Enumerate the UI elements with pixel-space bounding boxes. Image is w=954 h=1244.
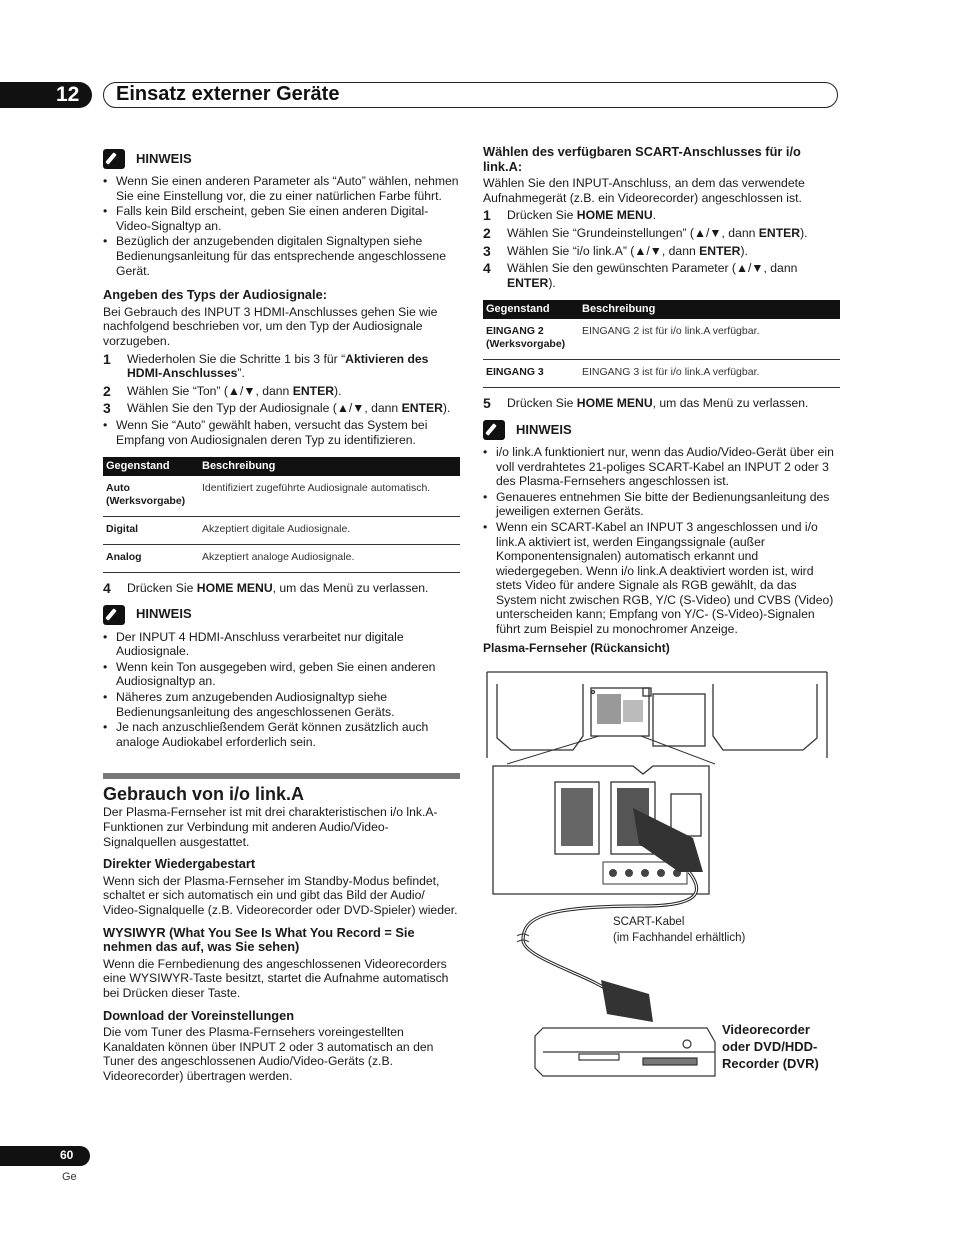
table-row: Auto (Werksvorgabe) Identifiziert zugeführte Audiosignale automatisch. bbox=[103, 476, 460, 517]
note-header bbox=[483, 419, 840, 441]
download-text: Die vom Tuner des Plasma-Fernsehers voreingestellten Kanaldaten können über INPUT 2 oder 3 automatisch an den Tuner des angeschlossenen Audio/Video-Geräts (z.B. Videorecorder) übertragen werden. bbox=[103, 1025, 434, 1083]
step-sub-list bbox=[103, 418, 460, 447]
chapter-title: Einsatz externer Geräte bbox=[116, 83, 340, 105]
table-row: EINGANG 2 (Werksvorgabe) EINGANG 2 ist für i/o link.A verfügbar. bbox=[483, 319, 840, 360]
step bbox=[483, 208, 840, 223]
table-header: Gegenstand bbox=[483, 300, 579, 319]
wysiwyr-heading: WYSIWYR (What You See Is What You Record = Sie nehmen das auf, was Sie sehen) bbox=[103, 924, 415, 955]
table-header: Gegenstand bbox=[103, 457, 199, 476]
list-item: • Wenn Sie “Auto” gewählt haben, versucht das System bei Empfang von Audiosignalen deren Typ zu identifizieren. bbox=[103, 418, 460, 447]
audio-type-table bbox=[103, 457, 460, 573]
note-title: HINWEIS bbox=[136, 606, 192, 622]
table-row: EINGANG 3 EINGANG 3 ist für i/o link.A verfügbar. bbox=[483, 360, 840, 388]
scart-plug-free bbox=[601, 980, 653, 1022]
section-divider bbox=[103, 773, 460, 779]
list-item: • Wenn kein Ton ausgegeben wird, geben Sie einen anderen Audiosignaltyp an. bbox=[103, 660, 460, 689]
step-text: Wählen Sie “Ton” (▲/▼, dann ENTER). bbox=[127, 383, 342, 398]
step-number: 3 bbox=[103, 400, 111, 417]
section-title: Gebrauch von i/o link.A bbox=[103, 784, 305, 805]
step bbox=[483, 226, 840, 241]
pencil-note-icon bbox=[483, 420, 505, 440]
step-text: Wählen Sie “i/o link.A” (▲/▼, dann ENTER). bbox=[507, 243, 748, 258]
step-text: Wählen Sie “Grundeinstellungen” (▲/▼, dann ENTER). bbox=[507, 225, 808, 240]
note-list bbox=[103, 174, 460, 278]
note-header bbox=[103, 604, 460, 626]
step-number: 1 bbox=[483, 207, 491, 224]
step bbox=[103, 384, 460, 399]
table-row: Analog Akzeptiert analoge Audiosignale. bbox=[103, 545, 460, 573]
left-column bbox=[103, 148, 460, 1084]
step-text: Wiederholen Sie die Schritte 1 bis 3 für “Aktivieren des HDMI-Anschlusses”. bbox=[127, 351, 429, 381]
step-number: 2 bbox=[483, 224, 491, 241]
language-code: Ge bbox=[62, 1171, 77, 1183]
step-text: Drücken Sie HOME MENU, um das Menü zu verlassen. bbox=[507, 396, 809, 411]
audio-intro: Bei Gebrauch des INPUT 3 HDMI-Anschlusses gehen Sie wie nachfolgend beschrieben vor, um den Typ der Audiosignale vorzugeben. bbox=[103, 304, 438, 348]
scart-heading: Wählen des verfügbaren SCART-Anschlusses für i/o link.A: bbox=[483, 144, 801, 174]
right-column bbox=[483, 145, 840, 638]
step-text: Wählen Sie den gewünschten Parameter (▲/▼, dann ENTER). bbox=[507, 261, 798, 290]
note-title: HINWEIS bbox=[136, 150, 192, 166]
audio-heading: Angeben des Typs der Audiosignale: bbox=[103, 287, 327, 303]
list-item: • Näheres zum anzugebenden Audiosignaltyp siehe Bedienungsanleitung des angeschlossenen Geräts. bbox=[103, 690, 460, 719]
step-number: 5 bbox=[483, 395, 491, 412]
table-header: Beschreibung bbox=[199, 457, 460, 476]
dvr-label-line: oder DVD/HDD- bbox=[722, 1039, 818, 1054]
note-list bbox=[483, 445, 840, 637]
list-item: • Falls kein Bild erscheint, geben Sie einen anderen Digital-Video-Signaltyp an. bbox=[103, 204, 460, 233]
pencil-note-icon bbox=[103, 605, 125, 625]
dvr-label bbox=[722, 1021, 819, 1072]
wysiwyr-text: Wenn die Fernbedienung des angeschlossenen Videorecorders eine WYSIWYR-Taste besitzt, startet die Aufnahme automatisch bei Drücken dieser Taste. bbox=[103, 956, 449, 1000]
step-number: 4 bbox=[103, 580, 111, 597]
cable-label-1: SCART-Kabel bbox=[613, 916, 685, 928]
up-down-arrow-icon: ▲/▼ bbox=[227, 383, 256, 398]
step bbox=[103, 401, 460, 416]
note-title: HINWEIS bbox=[516, 421, 572, 437]
diagram-title: Plasma-Fernseher (Rückansicht) bbox=[483, 641, 670, 655]
up-down-arrow-icon: ▲/▼ bbox=[693, 225, 722, 240]
note-header bbox=[103, 148, 460, 170]
tv-port-details bbox=[597, 694, 643, 724]
list-item: • Je nach anzuschließendem Gerät können zusätzlich auch analoge Audiokabel erforderlich sein. bbox=[103, 720, 460, 749]
dvr-device bbox=[535, 1028, 715, 1076]
table-header: Beschreibung bbox=[579, 300, 840, 319]
step-text: Wählen Sie den Typ der Audiosignale (▲/▼, dann ENTER). bbox=[127, 401, 451, 416]
tv-rear-panel bbox=[487, 672, 827, 758]
step-number: 3 bbox=[483, 242, 491, 259]
scart-input-table bbox=[483, 300, 840, 388]
table-row: Digital Akzeptiert digitale Audiosignale. bbox=[103, 517, 460, 545]
up-down-arrow-icon: ▲/▼ bbox=[336, 401, 365, 416]
list-item: • Der INPUT 4 HDMI-Anschluss verarbeitet nur digitale Audiosignale. bbox=[103, 630, 460, 659]
list-item: • Wenn ein SCART-Kabel an INPUT 3 angeschlossen und i/o link.A aktiviert ist, werden Eingangssignale (außer Komponentensignalen) automatisch erkannt und wiedergegeben. Wenn i/o link.A deaktiviert worden ist, wird stets Video für andere Signale als RGB gewählt, da das System nicht zwischen RGB, Y/C (S-Video) und CVBS (Video) unterscheiden kann; Empfang von Y/C- (S-Video)-Signalen führt zum Beispiel zu monochromer Anzeige. bbox=[483, 520, 840, 637]
scart-intro: Wählen Sie den INPUT-Anschluss, an dem das verwendete Aufnahmegerät (z.B. ein Videorecorder) angeschlossen ist. bbox=[483, 176, 805, 205]
dvr-label-line: Recorder (DVR) bbox=[722, 1056, 819, 1071]
step-text: Drücken Sie HOME MENU, um das Menü zu verlassen. bbox=[127, 581, 429, 596]
direct-play-heading: Direkter Wiedergabestart bbox=[103, 856, 256, 872]
step bbox=[483, 396, 840, 411]
download-heading: Download der Voreinstellungen bbox=[103, 1007, 295, 1023]
chapter-number: 12 bbox=[56, 83, 80, 106]
note-list bbox=[103, 630, 460, 750]
step bbox=[103, 581, 460, 596]
step-number: 1 bbox=[103, 350, 111, 367]
list-item: • Wenn Sie einen anderen Parameter als “Auto” wählen, nehmen Sie eine Einstellung vor, die zu einer natürlichen Farbe führt. bbox=[103, 174, 460, 203]
section-intro: Der Plasma-Fernseher ist mit drei charakteristischen i/o lnk.A-Funktionen zur Verbindung mit anderen Audio/Video-Signalquellen ausgestattet. bbox=[103, 805, 438, 849]
list-item: • i/o link.A funktioniert nur, wenn das Audio/Video-Gerät über ein voll verdrahtetes 21-poliges SCART-Kabel an INPUT 2 oder 3 des Plasma-Fernsehers angeschlossen ist. bbox=[483, 445, 840, 489]
step-number: 2 bbox=[103, 382, 111, 399]
cable-label-2: (im Fachhandel erhältlich) bbox=[613, 932, 746, 944]
page-number: 60 bbox=[60, 1148, 74, 1162]
up-down-arrow-icon: ▲/▼ bbox=[735, 261, 764, 276]
step-number: 4 bbox=[483, 260, 491, 277]
page-number-tab bbox=[0, 1146, 90, 1166]
step bbox=[483, 244, 840, 259]
pencil-note-icon bbox=[103, 149, 125, 169]
step-text: Drücken Sie HOME MENU. bbox=[507, 208, 657, 223]
list-item: • Bezüglich der anzugebenden digitalen Signaltypen siehe Bedienungsanleitung für das entsprechende angeschlossene Gerät. bbox=[103, 234, 460, 278]
up-down-arrow-icon: ▲/▼ bbox=[634, 243, 662, 258]
dvr-label-line: Videorecorder bbox=[722, 1022, 810, 1037]
list-item: • Genaueres entnehmen Sie bitte der Bedienungsanleitung des jeweiligen externen Geräts. bbox=[483, 490, 840, 519]
step bbox=[483, 261, 840, 290]
direct-play-text: Wenn sich der Plasma-Fernseher im Standby-Modus befindet, schaltet er sich automatisch ein und gibt das Bild der Audio/ Video-Signalquelle (z.B. Videorecorder oder DVD-Spieler) wieder. bbox=[103, 873, 458, 917]
step bbox=[103, 352, 460, 381]
